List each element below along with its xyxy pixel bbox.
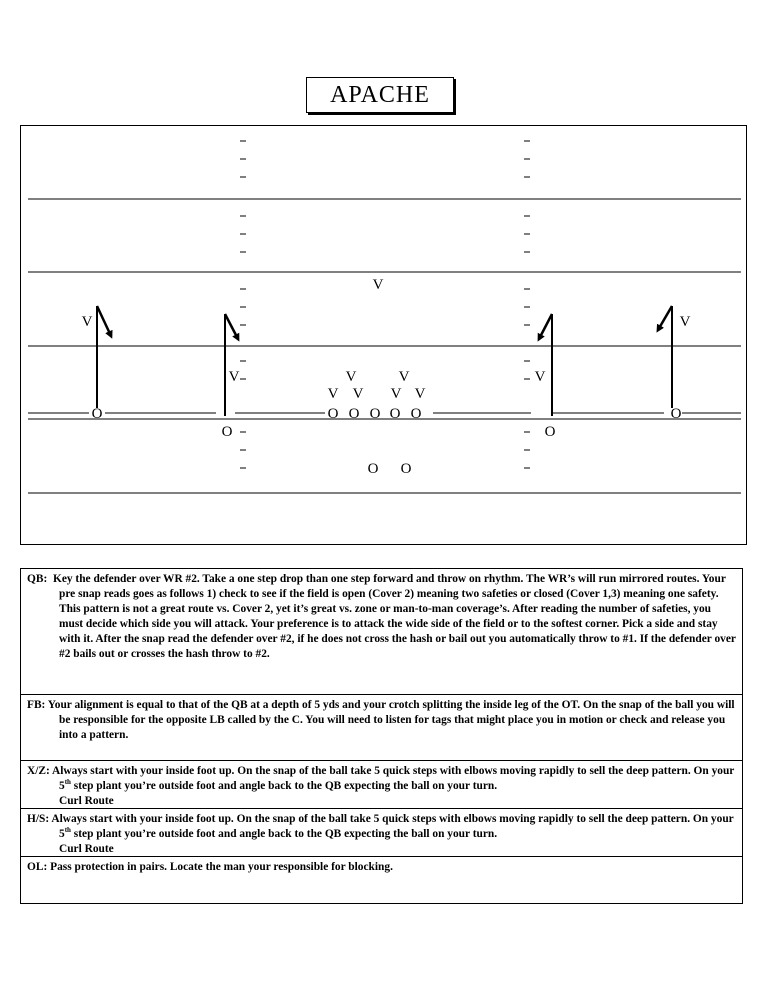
route-break-arrow [225,314,238,339]
offense-player: O [410,406,422,422]
fb-note [21,695,742,761]
xz-route: Curl Route [59,795,114,807]
routes [97,306,672,416]
qb-note [21,569,742,695]
hs-note [21,809,742,857]
offense-player: O [221,424,233,440]
field-svg [21,126,748,546]
offense-player: O [544,424,556,440]
hs-label: H/S: [27,813,50,825]
offense-player: O [91,406,103,422]
xz-note [21,761,742,809]
offense-player: O [369,406,381,422]
route-break-arrow [539,314,552,339]
offense-player: O [348,406,360,422]
offense-player: O [327,406,339,422]
players [82,277,691,477]
offense-player: O [367,461,379,477]
hs-route: Curl Route [59,843,114,855]
defense-player: V [414,386,426,402]
hs-sup: th [64,826,71,835]
defense-player: V [390,386,402,402]
defense-player: V [372,277,384,293]
fb-label: FB: [27,699,46,711]
ol-note [21,857,742,905]
hs-text-b: step plant you’re outside foot and angle back to the QB expecting the ball on your turn. [70,828,498,840]
play-diagram [20,125,747,545]
route-break-arrow [97,306,111,336]
defense-player: V [228,369,240,385]
defense-player: V [345,369,357,385]
offense-player: O [389,406,401,422]
play-title: APACHE [306,77,454,113]
coaching-notes [20,568,743,904]
xz-sup: th [64,778,71,787]
ol-text: Pass protection in pairs. Locate the man your responsible for blocking. [50,861,393,873]
defense-player: V [81,314,93,330]
ol-label: OL: [27,861,48,873]
fb-text: Your alignment is equal to that of the QB at a depth of 5 yds and your crotch splitting the inside leg of the OT. On the snap of the ball you will be responsible for the opposite LB called by the C. You will need to listen for tags that might place you in motion or check and release you into a pattern. [47,699,735,741]
defense-player: V [679,314,691,330]
qb-text: Key the defender over WR #2. Take a one step drop than one step forward and throw on rhythm. The WR’s will run mirrored routes. Your pre snap reads goes as follows 1) check to see if the field is open (Cover 2) meaning two safeties or closed (Cover 1,3) meaning one safety. This pattern is not a great route vs. Cover 2, yet it’s great vs. zone or man-to-man coverage’s. After reading the number of safeties, you must decide which side you will attack. Your preference is to attack the wide side of the field or to the softest corner. Pick a side and stay with it. After the snap read the defender over #2, if he does not cross the hash or bail out you automatically throw to #1. If the defender over #2 bails out or crosses the hash throw to #2. [52,573,736,660]
yard-lines [28,199,741,493]
xz-text-a: Always start with your inside foot up. On the snap of the ball take 5 quick steps with elbows moving rapidly to sell the deep pattern. On your 5 [52,765,735,792]
hs-text-a: Always start with your inside foot up. On the snap of the ball take 5 quick steps with elbows moving rapidly to sell the deep pattern. On your 5 [51,813,734,840]
xz-text-b: step plant you’re outside foot and angle back to the QB expecting the ball on your turn. [70,780,498,792]
defense-player: V [327,386,339,402]
offense-player: O [400,461,412,477]
xz-label: X/Z: [27,765,50,777]
route-break-arrow [658,306,672,330]
qb-label: QB: [27,573,48,585]
defense-player: V [398,369,410,385]
defense-player: V [352,386,364,402]
defense-player: V [534,369,546,385]
offense-player: O [670,406,682,422]
